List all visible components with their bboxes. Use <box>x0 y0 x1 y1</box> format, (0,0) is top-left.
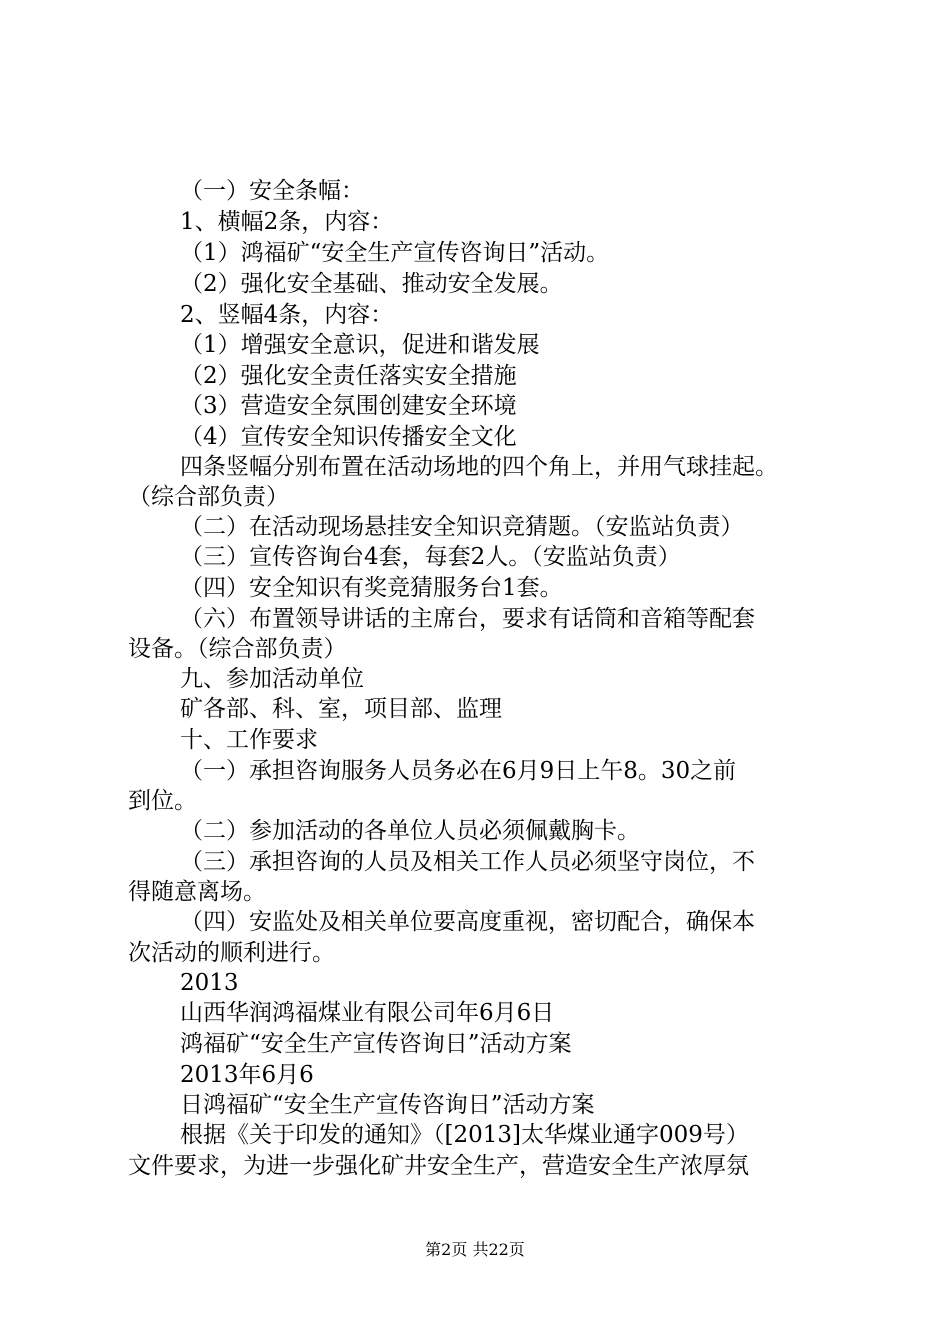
text-line: 得随意离场。 <box>128 879 266 905</box>
text-line: （六）布置领导讲话的主席台，要求有话筒和音箱等配套 <box>180 606 755 632</box>
text-line: 四条竖幅分别布置在活动场地的四个角上，并用气球挂起。 <box>180 454 778 480</box>
text-line: （2）强化安全责任落实安全措施 <box>180 363 517 389</box>
text-line: （1）增强安全意识，促进和谐发展 <box>180 332 540 358</box>
page-footer: 第2页 共22页 <box>425 1240 525 1259</box>
text-line: 到位。 <box>128 788 197 814</box>
text-line: （三）承担咨询的人员及相关工作人员必须坚守岗位，不 <box>180 849 755 875</box>
text-line: 2013年6月6 <box>180 1062 314 1088</box>
text-line: 根据《关于印发的通知》（[2013]太华煤业通字009号） <box>180 1122 749 1148</box>
text-line: 鸿福矿“安全生产宣传咨询日”活动方案 <box>180 1031 572 1057</box>
text-line: 2、竖幅4条，内容： <box>180 302 394 328</box>
text-line: 山西华润鸿福煤业有限公司年6月6日 <box>180 1000 555 1026</box>
text-line: （一）承担咨询服务人员务必在6月9日上午8。30之前 <box>180 758 737 784</box>
text-line: （2）强化安全基础、推动安全发展。 <box>180 271 563 297</box>
text-line: （三）宣传咨询台4套，每套2人。（安监站负责） <box>180 544 681 570</box>
text-line: 文件要求，为进一步强化矿井安全生产，营造安全生产浓厚氛 <box>128 1153 749 1179</box>
text-line: 矿各部、科、室，项目部、监理 <box>180 696 502 722</box>
text-line: （四）安监处及相关单位要高度重视，密切配合，确保本 <box>180 909 755 935</box>
text-line: （一）安全条幅： <box>180 178 364 204</box>
text-line: 2013 <box>180 970 239 996</box>
text-line: （3）营造安全氛围创建安全环境 <box>180 393 517 419</box>
text-line: 日鸿福矿“安全生产宣传咨询日”活动方案 <box>180 1092 595 1118</box>
text-line: （四）安全知识有奖竞猜服务台1套。 <box>180 575 563 601</box>
text-line: （二）在活动现场悬挂安全知识竞猜题。（安监站负责） <box>180 514 744 540</box>
text-line: 设备。（综合部负责） <box>128 636 347 662</box>
text-line: 次活动的顺利进行。 <box>128 940 335 966</box>
text-line: 十、工作要求 <box>180 727 318 753</box>
text-line: （1）鸿福矿“安全生产宣传咨询日”活动。 <box>180 240 610 266</box>
text-line: 1、横幅2条，内容： <box>180 209 394 235</box>
text-line: （综合部负责） <box>128 484 289 510</box>
text-line: （4）宣传安全知识传播安全文化 <box>180 424 517 450</box>
text-line: （二）参加活动的各单位人员必须佩戴胸卡。 <box>180 818 640 844</box>
text-line: 九、参加活动单位 <box>180 666 364 692</box>
